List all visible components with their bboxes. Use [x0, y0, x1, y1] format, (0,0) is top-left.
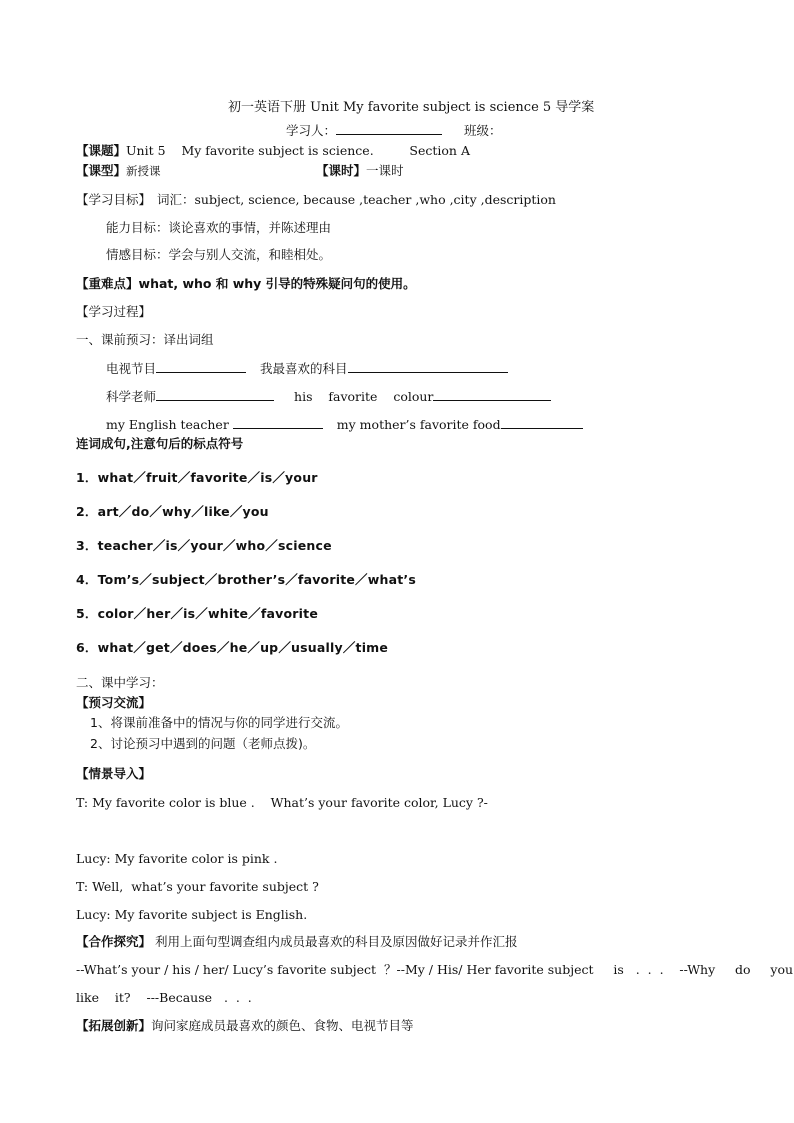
coop-sentence-1: --What’s your / his / her/ Lucy’s favorite subject ？--My / His/ Her favorite subject is . . . --Why do you [76, 962, 794, 977]
preview-row2-a: 科学老师 [106, 389, 157, 404]
preview-row-1 [106, 360, 508, 377]
key-points-line [76, 276, 416, 292]
ordering-item: 5．color／her／is／white／favorite [76, 606, 318, 621]
preview-blank-3a[interactable] [233, 416, 323, 429]
preview-heading: 一、课前预习：译出词组 [76, 332, 214, 347]
coop-line [76, 934, 518, 950]
ordering-item: 4．Tom’s／subject／brother’s／favorite／what’s [76, 572, 416, 587]
preview-row1-a: 电视节目 [106, 361, 157, 376]
goals-ability: 能力目标：谈论喜欢的事情，并陈述理由 [106, 220, 332, 235]
topic-line [76, 143, 470, 159]
type-label: 【课型】 [76, 163, 127, 178]
ordering-item: 2．art／do／why／like／you [76, 504, 269, 519]
preview-row-3 [106, 416, 583, 433]
preview-blank-3b[interactable] [501, 416, 583, 429]
preview-blank-1b[interactable] [348, 360, 508, 373]
goals-emotion: 情感目标：学会与别人交流，和睦相处。 [106, 247, 332, 262]
period-label: 【课时】 [316, 163, 367, 178]
dialogue-line: Lucy: My favorite color is pink . [76, 851, 278, 866]
topic-value: Unit 5 My favorite subject is science. Section A [126, 143, 470, 158]
ordering-heading: 连词成句,注意句后的标点符号 [76, 436, 244, 451]
preview-row2-b: his favorite colour [294, 389, 434, 404]
type-line [76, 163, 161, 179]
dialogue-line: Lucy: My favorite subject is English. [76, 907, 308, 922]
preview-blank-2a[interactable] [156, 388, 274, 401]
preview-blank-2b[interactable] [433, 388, 551, 401]
page-title: 初一英语下册 Unit My favorite subject is science 5 导学案 [228, 100, 595, 115]
exchange-item: 2、讨论预习中遇到的问题（老师点拨)。 [90, 736, 316, 751]
goals-vocab: 词汇：subject, science, because ,teacher ,who ,city ,description [157, 192, 556, 207]
process-label: 【学习过程】 [76, 304, 152, 319]
extend-line [76, 1018, 414, 1034]
extend-label: 【拓展创新】 [76, 1018, 152, 1033]
ordering-item: 1．what／fruit／favorite／is／your [76, 470, 318, 485]
exchange-label: 【预习交流】 [76, 695, 152, 710]
learner-line [286, 122, 502, 139]
coop-text: 利用上面句型调查组内成员最喜欢的科目及原因做好记录并作汇报 [151, 934, 518, 949]
ordering-item: 3．teacher／is／your／who／science [76, 538, 332, 553]
topic-label: 【课题】 [76, 143, 127, 158]
preview-blank-1a[interactable] [156, 360, 246, 373]
key-points-text: what, who 和 why 引导的特殊疑问句的使用。 [138, 276, 416, 291]
coop-label: 【合作探究】 [76, 934, 152, 949]
dialogue-line: T: Well, what’s your favorite subject ? [76, 879, 319, 894]
in-class-heading: 二、课中学习： [76, 675, 164, 690]
preview-row3-a: my English teacher [106, 417, 229, 432]
coop-sentence-2: like it? ---Because . . . [76, 990, 252, 1005]
learner-blank[interactable] [336, 122, 442, 135]
dialogue-line: T: My favorite color is blue . What’s your favorite color, Lucy ?- [76, 795, 488, 810]
extend-text: 询问家庭成员最喜欢的颜色、食物、电视节目等 [151, 1018, 414, 1033]
period-value: 一课时 [366, 163, 404, 178]
period-line [316, 163, 404, 179]
preview-row-2 [106, 388, 551, 405]
exchange-item: 1、将课前准备中的情况与你的同学进行交流。 [90, 715, 348, 730]
ordering-item: 6．what／get／does／he／up／usually／time [76, 640, 389, 655]
key-points-label: 【重难点】 [76, 276, 139, 291]
goals-label: 【学习目标】 [76, 192, 152, 207]
goals-line [76, 192, 556, 208]
type-value: 新授课 [126, 164, 161, 178]
preview-row3-b: my mother’s favorite food [336, 417, 501, 432]
preview-row1-b: 我最喜欢的科目 [260, 361, 348, 376]
learner-label: 学习人： [286, 123, 337, 138]
scene-label: 【情景导入】 [76, 766, 152, 781]
class-label: 班级： [464, 123, 502, 138]
